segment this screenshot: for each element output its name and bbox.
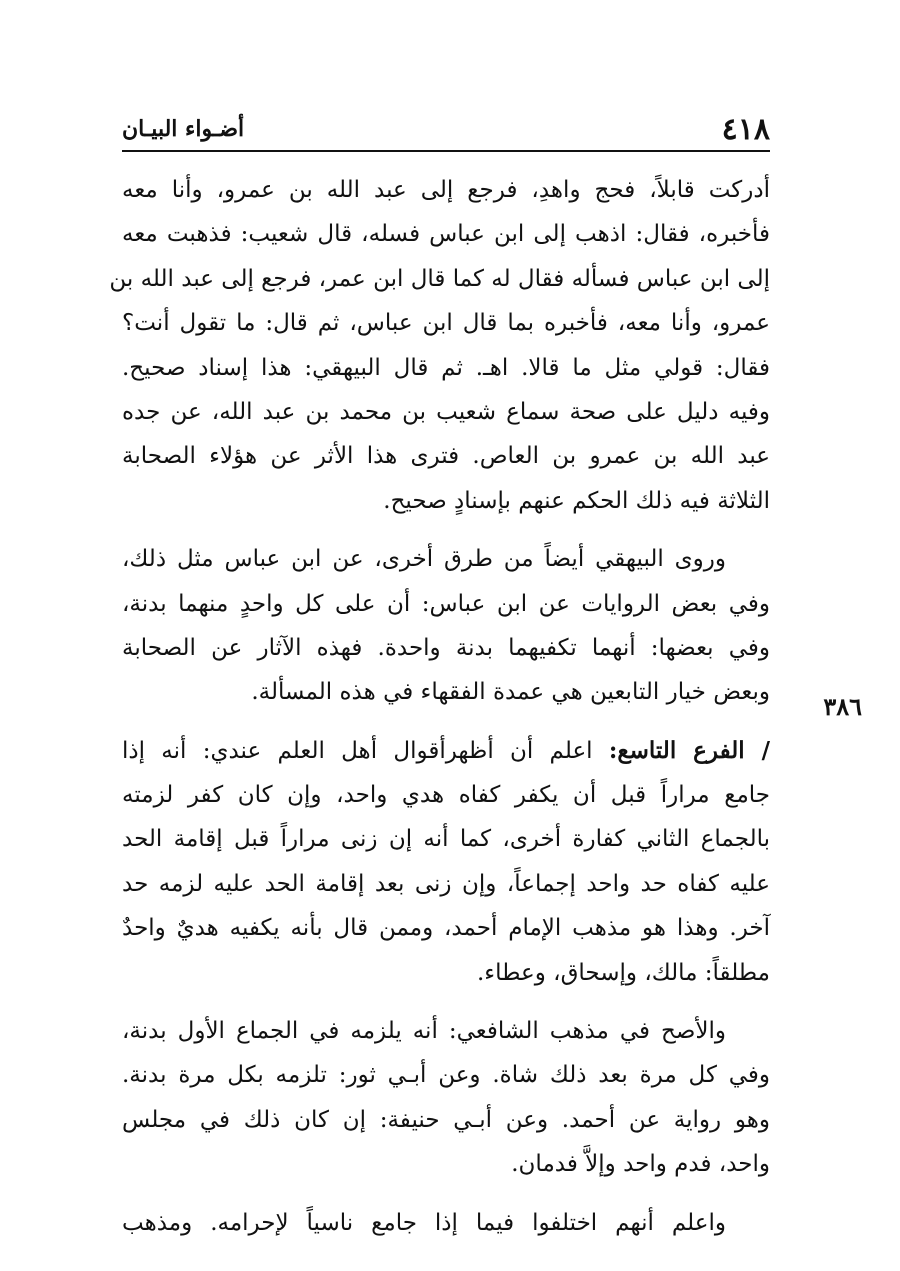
text-line: أدركت قابلاً، فحج واهدِ، فرجع إلى عبد الله بن عمرو، وأنا معه bbox=[122, 177, 770, 203]
section-heading: / الفرع التاسع: bbox=[608, 736, 770, 764]
paragraph-1 bbox=[109, 168, 770, 523]
text-line: عمرو، وأنا معه، فأخبره بما قال ابن عباس، ثم قال: ما تقول أنت؟ bbox=[122, 310, 770, 337]
text-line bbox=[122, 729, 770, 773]
text-line: الثلاثة فيه ذلك الحكم عنهم بإسنادٍ صحيح. bbox=[383, 487, 770, 514]
text-line: وهو رواية عن أحمد. وعن أبـي حنيفة: إن كان ذلك في مجلس bbox=[122, 1106, 770, 1133]
page-body bbox=[109, 168, 770, 1245]
margin-page-reference: ٣٨٦ bbox=[823, 692, 862, 721]
text-line: مطلقاً: مالك، وإسحاق، وعطاء. bbox=[477, 959, 770, 986]
header-rule bbox=[122, 150, 770, 152]
text-line: وروى البيهقي أيضاً من طرق أخرى، عن ابن عباس مثل ذلك، bbox=[122, 546, 726, 573]
paragraph-3 bbox=[122, 729, 770, 995]
page-header bbox=[122, 108, 770, 152]
text-line: عبد الله بن عمرو بن العاص. فترى هذا الأثر عن هؤلاء الصحابة bbox=[122, 443, 770, 470]
text-line: بالجماع الثاني كفارة أخرى، كما أنه إن زنى مراراً قبل إقامة الحد bbox=[122, 826, 770, 853]
page-number: ٤١٨ bbox=[721, 112, 770, 147]
text-line: واعلم أنهم اختلفوا فيما إذا جامع ناسياً لإحرامه. ومذهب bbox=[122, 1209, 726, 1236]
text-line: وفيه دليل على صحة سماع شعيب بن محمد بن عبد الله، عن جده bbox=[122, 398, 770, 425]
text-line: فقال: قولي مثل ما قالا. اهـ. ثم قال البيهقي: هذا إسناد صحيح. bbox=[122, 354, 770, 381]
text-line: وبعض خيار التابعين هي عمدة الفقهاء في هذه المسألة. bbox=[251, 679, 770, 706]
text-line: والأصح في مذهب الشافعي: أنه يلزمه في الجماع الأول بدنة، bbox=[122, 1018, 726, 1045]
text-line: فأخبره، فقال: اذهب إلى ابن عباس فسله، قال شعيب: فذهبت معه bbox=[122, 221, 770, 248]
paragraph-4 bbox=[122, 1009, 770, 1187]
text-line: جامع مراراً قبل أن يكفر كفاه هدي واحد، وإن كان كفر لزمته bbox=[122, 782, 770, 809]
text-line: إلى ابن عباس فسأله فقال له كما قال ابن عمر، فرجع إلى عبد الله بن bbox=[109, 265, 770, 292]
paragraph-5 bbox=[122, 1201, 770, 1245]
text-line: واحد، فدم واحد وإلاَّ فدمان. bbox=[511, 1151, 770, 1178]
paragraph-2 bbox=[122, 537, 770, 715]
text-line: وفي بعضها: أنهما تكفيهما بدنة واحدة. فهذه الآثار عن الصحابة bbox=[122, 634, 770, 661]
text-fragment: اعلم أن أظهرأقوال أهل العلم عندي: أنه إذا bbox=[122, 737, 593, 764]
text-line: وفي بعض الروايات عن ابن عباس: أن على كل واحدٍ منهما بدنة، bbox=[122, 590, 770, 617]
text-line: عليه كفاه حد واحد إجماعاً، وإن زنى بعد إقامة الحد عليه لزمه حد bbox=[122, 870, 770, 897]
running-title: أضـواء البيـان bbox=[122, 116, 245, 142]
text-line: وفي كل مرة بعد ذلك شاة. وعن أبـي ثور: تلزمه بكل مرة بدنة. bbox=[122, 1062, 770, 1089]
text-line: آخر. وهذا هو مذهب الإمام أحمد، وممن قال بأنه يكفيه هديٌ واحدٌ bbox=[122, 915, 770, 942]
